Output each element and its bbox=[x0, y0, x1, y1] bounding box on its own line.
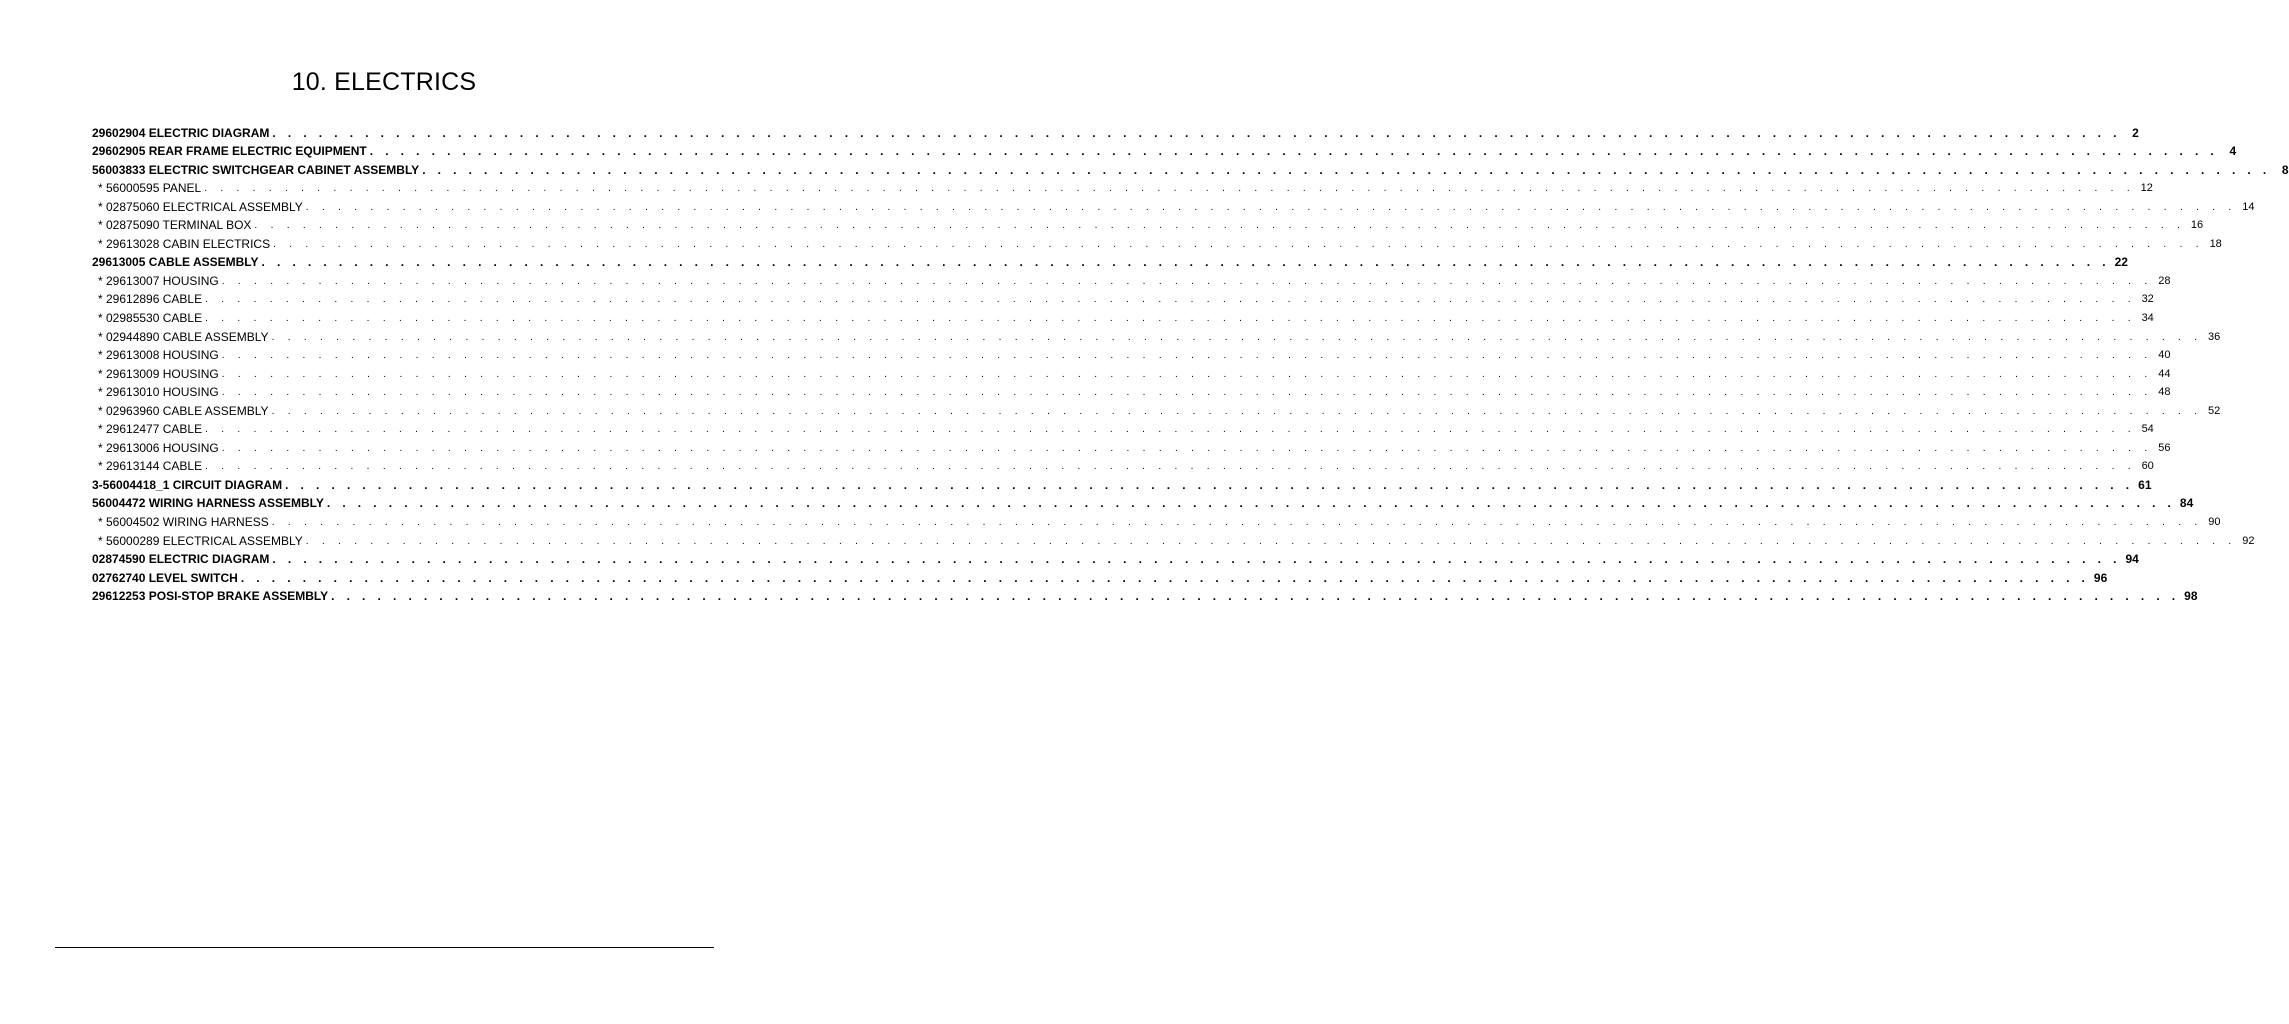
toc-entry-page-number: 44 bbox=[2158, 367, 2171, 380]
toc-dot-leader: . . . . . . . . . . . . . . . . . . . . . . . . . . . . . . . . . . . . . . . . . . . . . . . . . . . . . . . . . . . . . . . . . . . . . . . . . . . . . . . . . . . . . . . . . . . . . . . . . . . . . . . . . . . . . . . . . . . . . . . . bbox=[205, 294, 2136, 306]
toc-dot-leader: . . . . . . . . . . . . . . . . . . . . . . . . . . . . . . . . . . . . . . . . . . . . . . . . . . . . . . . . . . . . . . . . . . . . . . . . . . . . . . . . . . . . . . . . . . . . . . . . . . . . . . . . . . . . . . . . . . . . . . . . bbox=[272, 125, 2121, 140]
toc-dot-leader: . . . . . . . . . . . . . . . . . . . . . . . . . . . . . . . . . . . . . . . . . . . . . . . . . . . . . . . . . . . . . . . . . . . . . . . . . . . . . . . . . . . . . . . . . . . . . . . . . . . . . . . . . . . . . . . . . . . . . . . . bbox=[273, 238, 2204, 250]
toc-entry-label: * 29613007 HOUSING bbox=[98, 273, 219, 288]
toc-entry-main[interactable] bbox=[92, 252, 2128, 271]
toc-entry-page-number: 16 bbox=[2190, 219, 2204, 232]
toc-dot-leader: . . . . . . . . . . . . . . . . . . . . . . . . . . . . . . . . . . . . . . . . . . . . . . . . . . . . . . . . . . . . . . . . . . . . . . . . . . . . . . . . . . . . . . . . . . . . . . . . . . . . . . . . . . . . . . . . . . . . . . . . bbox=[271, 331, 2203, 343]
toc-entry-page-number: 84 bbox=[2179, 496, 2194, 511]
toc-dot-leader: . . . . . . . . . . . . . . . . . . . . . . . . . . . . . . . . . . . . . . . . . . . . . . . . . . . . . . . . . . . . . . . . . . . . . . . . . . . . . . . . . . . . . . . . . . . . . . . . . . . . . . . . . . . . . . . . . . . . . . . . bbox=[204, 183, 2135, 195]
toc-entry-label: * 56004502 WIRING HARNESS bbox=[98, 515, 269, 530]
toc-entry-label: * 56000595 PANEL bbox=[98, 181, 202, 196]
toc-entry-label: 29613005 CABLE ASSEMBLY bbox=[92, 255, 259, 270]
toc-entry-label: * 29612896 CABLE bbox=[98, 292, 203, 307]
footer-divider bbox=[55, 947, 714, 948]
toc-dot-leader: . . . . . . . . . . . . . . . . . . . . . . . . . . . . . . . . . . . . . . . . . . . . . . . . . . . . . . . . . . . . . . . . . . . . . . . . . . . . . . . . . . . . . . . . . . . . . . . . . . . . . . . . . . . . . . . . . . . . . . . . bbox=[205, 461, 2136, 473]
toc-entry-sub[interactable] bbox=[92, 233, 2222, 252]
toc-entry-page-number: 4 bbox=[2229, 144, 2237, 159]
toc-dot-leader: . . . . . . . . . . . . . . . . . . . . . . . . . . . . . . . . . . . . . . . . . . . . . . . . . . . . . . . . . . . . . . . . . . . . . . . . . . . . . . . . . . . . . . . . . . . . . . . . . . . . . . . . . . . . . . . . . . . . . . . . bbox=[271, 405, 2203, 417]
toc-entry-label: 29602904 ELECTRIC DIAGRAM bbox=[92, 125, 270, 140]
toc-entry-label: * 29612477 CABLE bbox=[98, 422, 203, 437]
toc-dot-leader: . . . . . . . . . . . . . . . . . . . . . . . . . . . . . . . . . . . . . . . . . . . . . . . . . . . . . . . . . . . . . . . . . . . . . . . . . . . . . . . . . . . . . . . . . . . . . . . . . . . . . . . . . . . . . . . . . . . . . . . . bbox=[205, 424, 2136, 436]
toc-entry-label: 3-56004418_1 CIRCUIT DIAGRAM bbox=[92, 477, 283, 492]
toc-dot-leader: . . . . . . . . . . . . . . . . . . . . . . . . . . . . . . . . . . . . . . . . . . . . . . . . . . . . . . . . . . . . . . . . . . . . . . . . . . . . . . . . . . . . . . . . . . . . . . . . . . . . . . . . . . . . . . . . . . . . . . . . bbox=[369, 144, 2219, 159]
toc-entry-main[interactable] bbox=[92, 141, 2237, 160]
toc-entry-label: * 02875090 TERMINAL BOX bbox=[98, 218, 252, 233]
toc-entry-label: * 29613010 HOUSING bbox=[98, 385, 219, 400]
toc-entry-label: 02762740 LEVEL SWITCH bbox=[92, 570, 238, 585]
toc-entry-page-number: 96 bbox=[2093, 570, 2108, 585]
toc-entry-sub[interactable] bbox=[92, 419, 2154, 438]
toc-entry-page-number: 8 bbox=[2281, 162, 2289, 177]
toc-dot-leader: . . . . . . . . . . . . . . . . . . . . . . . . . . . . . . . . . . . . . . . . . . . . . . . . . . . . . . . . . . . . . . . . . . . . . . . . . . . . . . . . . . . . . . . . . . . . . . . . . . . . . . . . . . . . . . . . . . . . . . . . bbox=[305, 201, 2237, 213]
toc-entry-page-number: 94 bbox=[2125, 552, 2139, 567]
page-title: 10. ELECTRICS bbox=[291, 68, 477, 96]
toc-dot-leader: . . . . . . . . . . . . . . . . . . . . . . . . . . . . . . . . . . . . . . . . . . . . . . . . . . . . . . . . . . . . . . . . . . . . . . . . . . . . . . . . . . . . . . . . . . . . . . . . . . . . . . . . . . . . . . . . . . . . . . . . bbox=[326, 496, 2176, 511]
toc-dot-leader: . . . . . . . . . . . . . . . . . . . . . . . . . . . . . . . . . . . . . . . . . . . . . . . . . . . . . . . . . . . . . . . . . . . . . . . . . . . . . . . . . . . . . . . . . . . . . . . . . . . . . . . . . . . . . . . . . . . . . . . . bbox=[254, 220, 2186, 232]
toc-entry-label: * 29613028 CABIN ELECTRICS bbox=[98, 236, 271, 251]
toc-entry-label: * 29613008 HOUSING bbox=[98, 348, 219, 363]
toc-entry-page-number: 60 bbox=[2141, 460, 2154, 473]
toc-entry-page-number: 34 bbox=[2141, 312, 2154, 325]
toc-entry-main[interactable] bbox=[92, 159, 2289, 178]
toc-entry-sub[interactable] bbox=[92, 215, 2204, 234]
toc-entry-label: * 29613006 HOUSING bbox=[98, 440, 219, 455]
toc-entry-label: 56003833 ELECTRIC SWITCHGEAR CABINET ASSEMBLY bbox=[92, 162, 420, 177]
toc-entry-page-number: 92 bbox=[2242, 534, 2255, 547]
toc-entry-sub[interactable] bbox=[92, 382, 2171, 401]
toc-entry-sub[interactable] bbox=[92, 363, 2171, 382]
toc-entry-page-number: 14 bbox=[2242, 200, 2255, 213]
toc-entry-page-number: 12 bbox=[2140, 182, 2153, 195]
toc-dot-leader: . . . . . . . . . . . . . . . . . . . . . . . . . . . . . . . . . . . . . . . . . . . . . . . . . . . . . . . . . . . . . . . . . . . . . . . . . . . . . . . . . . . . . . . . . . . . . . . . . . . . . . . . . . . . . . . . . . . . . . . . bbox=[221, 275, 2153, 287]
toc-entry-page-number: 32 bbox=[2141, 293, 2154, 306]
toc-entry-label: * 02875060 ELECTRICAL ASSEMBLY bbox=[98, 199, 303, 214]
toc-entry-sub[interactable] bbox=[92, 530, 2255, 549]
toc-dot-leader: . . . . . . . . . . . . . . . . . . . . . . . . . . . . . . . . . . . . . . . . . . . . . . . . . . . . . . . . . . . . . . . . . . . . . . . . . . . . . . . . . . . . . . . . . . . . . . . . . . . . . . . . . . . . . . . . . . . . . . . . bbox=[261, 255, 2110, 270]
toc-dot-leader: . . . . . . . . . . . . . . . . . . . . . . . . . . . . . . . . . . . . . . . . . . . . . . . . . . . . . . . . . . . . . . . . . . . . . . . . . . . . . . . . . . . . . . . . . . . . . . . . . . . . . . . . . . . . . . . . . . . . . . . . bbox=[240, 570, 2090, 585]
table-of-contents bbox=[92, 122, 2289, 604]
toc-entry-sub[interactable] bbox=[92, 196, 2255, 215]
toc-entry-main[interactable] bbox=[92, 549, 2139, 568]
toc-entry-label: 29602905 REAR FRAME ELECTRIC EQUIPMENT bbox=[92, 144, 367, 159]
toc-entry-page-number: 48 bbox=[2158, 386, 2171, 399]
toc-entry-label: 02874590 ELECTRIC DIAGRAM bbox=[92, 552, 270, 567]
toc-entry-page-number: 90 bbox=[2208, 516, 2221, 529]
toc-entry-page-number: 40 bbox=[2158, 349, 2171, 362]
toc-dot-leader: . . . . . . . . . . . . . . . . . . . . . . . . . . . . . . . . . . . . . . . . . . . . . . . . . . . . . . . . . . . . . . . . . . . . . . . . . . . . . . . . . . . . . . . . . . . . . . . . . . . . . . . . . . . . . . . . . . . . . . . . bbox=[221, 368, 2153, 380]
toc-entry-sub[interactable] bbox=[92, 345, 2171, 364]
toc-entry-sub[interactable] bbox=[92, 307, 2154, 326]
toc-dot-leader: . . . . . . . . . . . . . . . . . . . . . . . . . . . . . . . . . . . . . . . . . . . . . . . . . . . . . . . . . . . . . . . . . . . . . . . . . . . . . . . . . . . . . . . . . . . . . . . . . . . . . . . . . . . . . . . . . . . . . . . . bbox=[285, 477, 2134, 492]
toc-dot-leader: . . . . . . . . . . . . . . . . . . . . . . . . . . . . . . . . . . . . . . . . . . . . . . . . . . . . . . . . . . . . . . . . . . . . . . . . . . . . . . . . . . . . . . . . . . . . . . . . . . . . . . . . . . . . . . . . . . . . . . . . bbox=[422, 162, 2271, 177]
toc-entry-page-number: 56 bbox=[2158, 441, 2171, 454]
toc-entry-label: * 29613009 HOUSING bbox=[98, 366, 219, 381]
toc-entry-page-number: 22 bbox=[2114, 255, 2128, 270]
toc-entry-label: * 29613144 CABLE bbox=[98, 459, 203, 474]
toc-entry-page-number: 36 bbox=[2208, 330, 2221, 343]
toc-dot-leader: . . . . . . . . . . . . . . . . . . . . . . . . . . . . . . . . . . . . . . . . . . . . . . . . . . . . . . . . . . . . . . . . . . . . . . . . . . . . . . . . . . . . . . . . . . . . . . . . . . . . . . . . . . . . . . . . . . . . . . . . bbox=[271, 517, 2203, 529]
toc-dot-leader: . . . . . . . . . . . . . . . . . . . . . . . . . . . . . . . . . . . . . . . . . . . . . . . . . . . . . . . . . . . . . . . . . . . . . . . . . . . . . . . . . . . . . . . . . . . . . . . . . . . . . . . . . . . . . . . . . . . . . . . . bbox=[205, 313, 2136, 325]
toc-dot-leader: . . . . . . . . . . . . . . . . . . . . . . . . . . . . . . . . . . . . . . . . . . . . . . . . . . . . . . . . . . . . . . . . . . . . . . . . . . . . . . . . . . . . . . . . . . . . . . . . . . . . . . . . . . . . . . . . . . . . . . . . bbox=[305, 535, 2237, 547]
toc-entry-sub[interactable] bbox=[92, 289, 2154, 308]
toc-entry-page-number: 28 bbox=[2158, 274, 2171, 287]
toc-entry-sub[interactable] bbox=[92, 270, 2171, 289]
toc-entry-main[interactable] bbox=[92, 474, 2152, 493]
toc-entry-sub[interactable] bbox=[92, 178, 2153, 197]
toc-dot-leader: . . . . . . . . . . . . . . . . . . . . . . . . . . . . . . . . . . . . . . . . . . . . . . . . . . . . . . . . . . . . . . . . . . . . . . . . . . . . . . . . . . . . . . . . . . . . . . . . . . . . . . . . . . . . . . . . . . . . . . . . bbox=[331, 589, 2180, 604]
toc-entry-page-number: 54 bbox=[2141, 423, 2154, 436]
toc-dot-leader: . . . . . . . . . . . . . . . . . . . . . . . . . . . . . . . . . . . . . . . . . . . . . . . . . . . . . . . . . . . . . . . . . . . . . . . . . . . . . . . . . . . . . . . . . . . . . . . . . . . . . . . . . . . . . . . . . . . . . . . . bbox=[221, 350, 2153, 362]
toc-entry-label: * 56000289 ELECTRICAL ASSEMBLY bbox=[98, 533, 303, 548]
toc-entry-sub[interactable] bbox=[92, 456, 2154, 475]
toc-entry-label: * 02944890 CABLE ASSEMBLY bbox=[98, 329, 269, 344]
toc-entry-label: 29612253 POSI-STOP BRAKE ASSEMBLY bbox=[92, 589, 329, 604]
toc-entry-sub[interactable] bbox=[92, 326, 2221, 345]
toc-entry-sub[interactable] bbox=[92, 511, 2221, 530]
toc-entry-page-number: 52 bbox=[2208, 404, 2221, 417]
toc-entry-sub[interactable] bbox=[92, 437, 2171, 456]
toc-entry-page-number: 61 bbox=[2138, 477, 2152, 492]
toc-entry-label: * 02963960 CABLE ASSEMBLY bbox=[98, 403, 269, 418]
toc-entry-main[interactable] bbox=[92, 586, 2198, 605]
toc-entry-page-number: 98 bbox=[2184, 589, 2198, 604]
toc-dot-leader: . . . . . . . . . . . . . . . . . . . . . . . . . . . . . . . . . . . . . . . . . . . . . . . . . . . . . . . . . . . . . . . . . . . . . . . . . . . . . . . . . . . . . . . . . . . . . . . . . . . . . . . . . . . . . . . . . . . . . . . . bbox=[221, 442, 2153, 454]
toc-entry-page-number: 18 bbox=[2209, 237, 2222, 250]
toc-entry-main[interactable] bbox=[92, 567, 2108, 586]
toc-entry-main[interactable] bbox=[92, 493, 2194, 512]
toc-entry-page-number: 2 bbox=[2132, 125, 2139, 140]
toc-entry-sub[interactable] bbox=[92, 400, 2221, 419]
toc-dot-leader: . . . . . . . . . . . . . . . . . . . . . . . . . . . . . . . . . . . . . . . . . . . . . . . . . . . . . . . . . . . . . . . . . . . . . . . . . . . . . . . . . . . . . . . . . . . . . . . . . . . . . . . . . . . . . . . . . . . . . . . . bbox=[272, 552, 2121, 567]
toc-entry-main[interactable] bbox=[92, 122, 2139, 141]
toc-entry-label: * 02985530 CABLE bbox=[98, 311, 203, 326]
toc-dot-leader: . . . . . . . . . . . . . . . . . . . . . . . . . . . . . . . . . . . . . . . . . . . . . . . . . . . . . . . . . . . . . . . . . . . . . . . . . . . . . . . . . . . . . . . . . . . . . . . . . . . . . . . . . . . . . . . . . . . . . . . . bbox=[221, 387, 2153, 399]
toc-entry-label: 56004472 WIRING HARNESS ASSEMBLY bbox=[92, 496, 324, 511]
